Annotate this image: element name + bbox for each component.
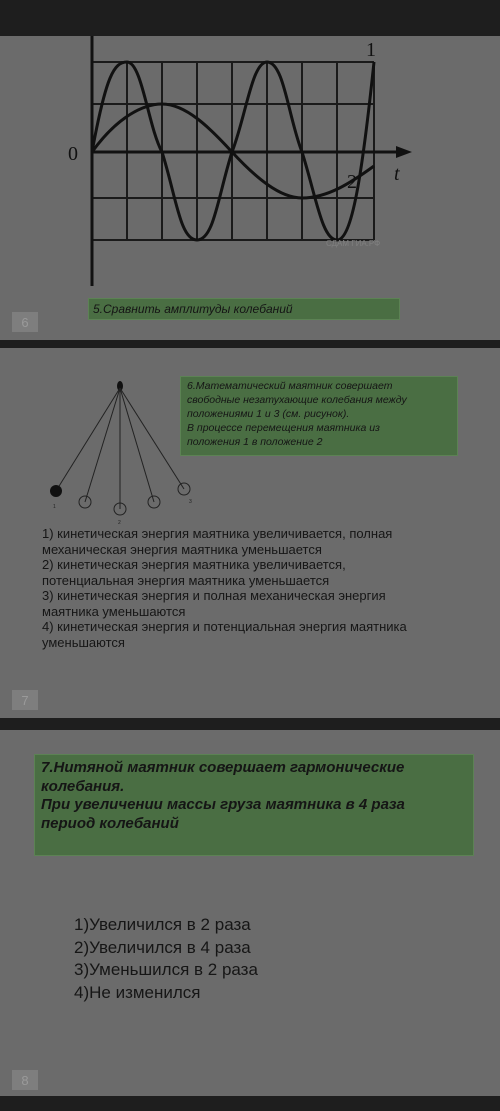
answer-line: потенциальная энергия маятника уменьшается: [42, 572, 330, 588]
answer-line: 2)Увеличился в 4 раза: [74, 937, 251, 957]
curve-1-label: 1: [366, 39, 376, 61]
question-5-text: 5.Сравнить амплитуды колебаний: [93, 302, 293, 316]
question-5-box: [88, 298, 400, 320]
watermark: СДАМ ГИА.РФ: [326, 239, 381, 248]
question-7-line: колебания.: [41, 777, 125, 795]
question-6-answers: [42, 526, 407, 650]
question-6-box: [180, 376, 458, 456]
answer-line: 3) кинетическая энергия и полная механическая энергия: [42, 588, 386, 603]
question-6-line: свободные незатухающие колебания между: [187, 394, 407, 406]
answer-line: 4)Не изменился: [74, 982, 201, 1002]
slide-6: [0, 36, 500, 340]
slide-8: [0, 730, 500, 1096]
slide-number: 8: [12, 1070, 38, 1090]
answer-line: 1) кинетическая энергия маятника увеличивается, полная: [42, 526, 393, 541]
question-6-line: 6.Математический маятник совершает: [187, 380, 393, 392]
position-1-label: 1: [53, 504, 56, 510]
pendulum-diagram: [40, 376, 200, 526]
answer-line: 1)Увеличился в 2 раза: [74, 915, 251, 934]
question-7-answers: [74, 914, 258, 1004]
question-6-line: положения 1 в положение 2: [187, 436, 323, 448]
origin-label: 0: [68, 143, 78, 165]
answer-line: механическая энергия маятника уменьшается: [42, 541, 322, 557]
question-6-line: положениями 1 и 3 (см. рисунок).: [187, 408, 350, 420]
answer-line: маятника уменьшаются: [42, 603, 186, 619]
question-7-line: период колебаний: [41, 814, 179, 832]
t-axis-arrow: [396, 146, 412, 158]
t-axis-label: t: [394, 163, 400, 185]
oscillation-graph: [56, 36, 416, 286]
answer-line: уменьшаются: [42, 634, 125, 650]
slide-number: 6: [12, 312, 38, 332]
question-7-line: При увеличении массы груза маятника в 4 раза: [41, 796, 405, 813]
slide-number: 7: [12, 690, 38, 710]
position-2-label: 2: [118, 520, 121, 526]
answer-line: 4) кинетическая энергия и потенциальная энергия маятника: [42, 619, 407, 634]
question-7-line: 7.Нитяной маятник совершает гармонические: [41, 759, 405, 776]
slide-7: [0, 348, 500, 718]
curve-2-label: 2: [347, 171, 357, 193]
position-3-label: 3: [189, 499, 192, 505]
answer-line: 3)Уменьшился в 2 раза: [74, 960, 258, 979]
question-6-line: В процессе перемещения маятника из: [187, 422, 380, 434]
bob-position-1: [50, 485, 62, 497]
question-7-box: [34, 754, 474, 856]
answer-line: 2) кинетическая энергия маятника увеличивается,: [42, 557, 346, 572]
